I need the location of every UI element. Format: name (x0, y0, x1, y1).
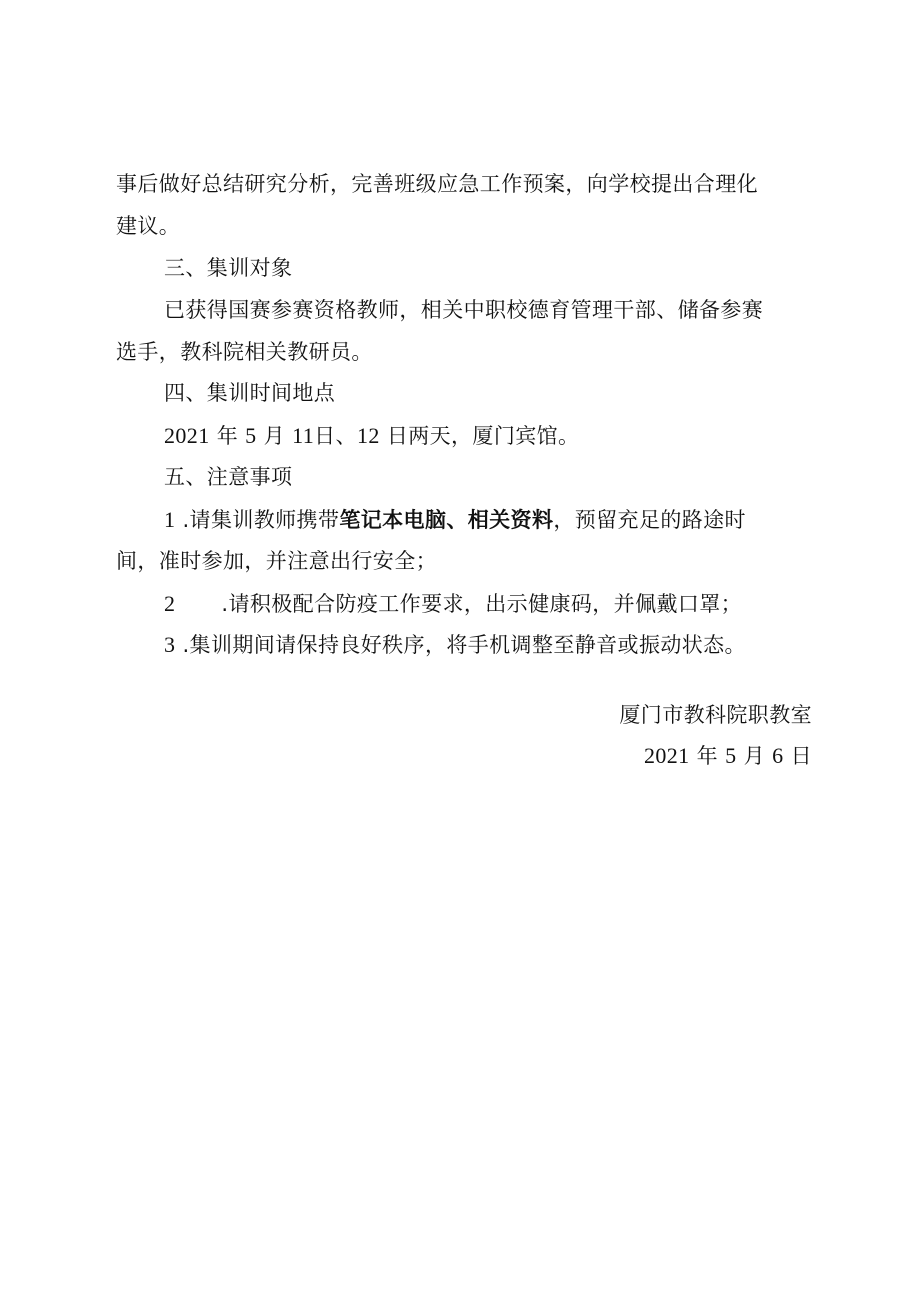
date-day: 11 (292, 423, 315, 448)
date-text: 年 (216, 424, 239, 448)
note-number: 3 (164, 632, 176, 657)
signature-day: 6 (772, 743, 784, 768)
section-4-date-line (164, 421, 579, 451)
note-text: .请集训教师携带 (175, 508, 340, 532)
section-4-heading: 四、集训时间地点 (164, 381, 336, 405)
note-2 (164, 589, 742, 619)
date-text: 日两天，厦门宾馆。 (386, 424, 580, 448)
note-number: 1 (164, 507, 176, 532)
date-year: 2021 (164, 423, 210, 448)
note-bold-text: 笔记本电脑、相关资料 (339, 508, 554, 532)
section-3-line-1: 已获得国赛参赛资格教师，相关中职校德育管理干部、储备参赛 (164, 298, 764, 322)
date-text: 月 (263, 424, 286, 448)
signature-text: 日 (790, 744, 812, 768)
signature-month: 5 (725, 743, 737, 768)
intro-line-2: 建议。 (116, 214, 181, 238)
intro-line-1: 事后做好总结研究分析，完善班级应急工作预案，向学校提出合理化 (116, 172, 758, 196)
signature-text: 年 (696, 744, 719, 768)
section-5-heading: 五、注意事项 (164, 465, 293, 489)
date-text: 日、 (314, 424, 357, 448)
signature-org: 厦门市教科院职教室 (619, 703, 812, 727)
note-1-line-2: 间，准时参加，并注意出行安全； (116, 549, 437, 573)
date-month: 5 (245, 423, 257, 448)
note-number: 2 (164, 591, 176, 616)
note-text: .集训期间请保持良好秩序，将手机调整至静音或振动状态。 (175, 633, 746, 657)
note-text: ，预留充足的路途时 (553, 508, 746, 532)
signature-year: 2021 (643, 743, 690, 768)
section-3-line-2: 选手，教科院相关教研员。 (116, 340, 373, 364)
note-text: .请积极配合防疫工作要求，出示健康码，并佩戴口罩； (221, 592, 743, 616)
signature-text: 月 (743, 744, 766, 768)
date-day: 12 (356, 423, 380, 448)
note-1-line-1 (164, 505, 746, 535)
section-3-heading: 三、集训对象 (164, 256, 293, 280)
signature-date (644, 741, 812, 771)
note-3 (164, 630, 746, 660)
